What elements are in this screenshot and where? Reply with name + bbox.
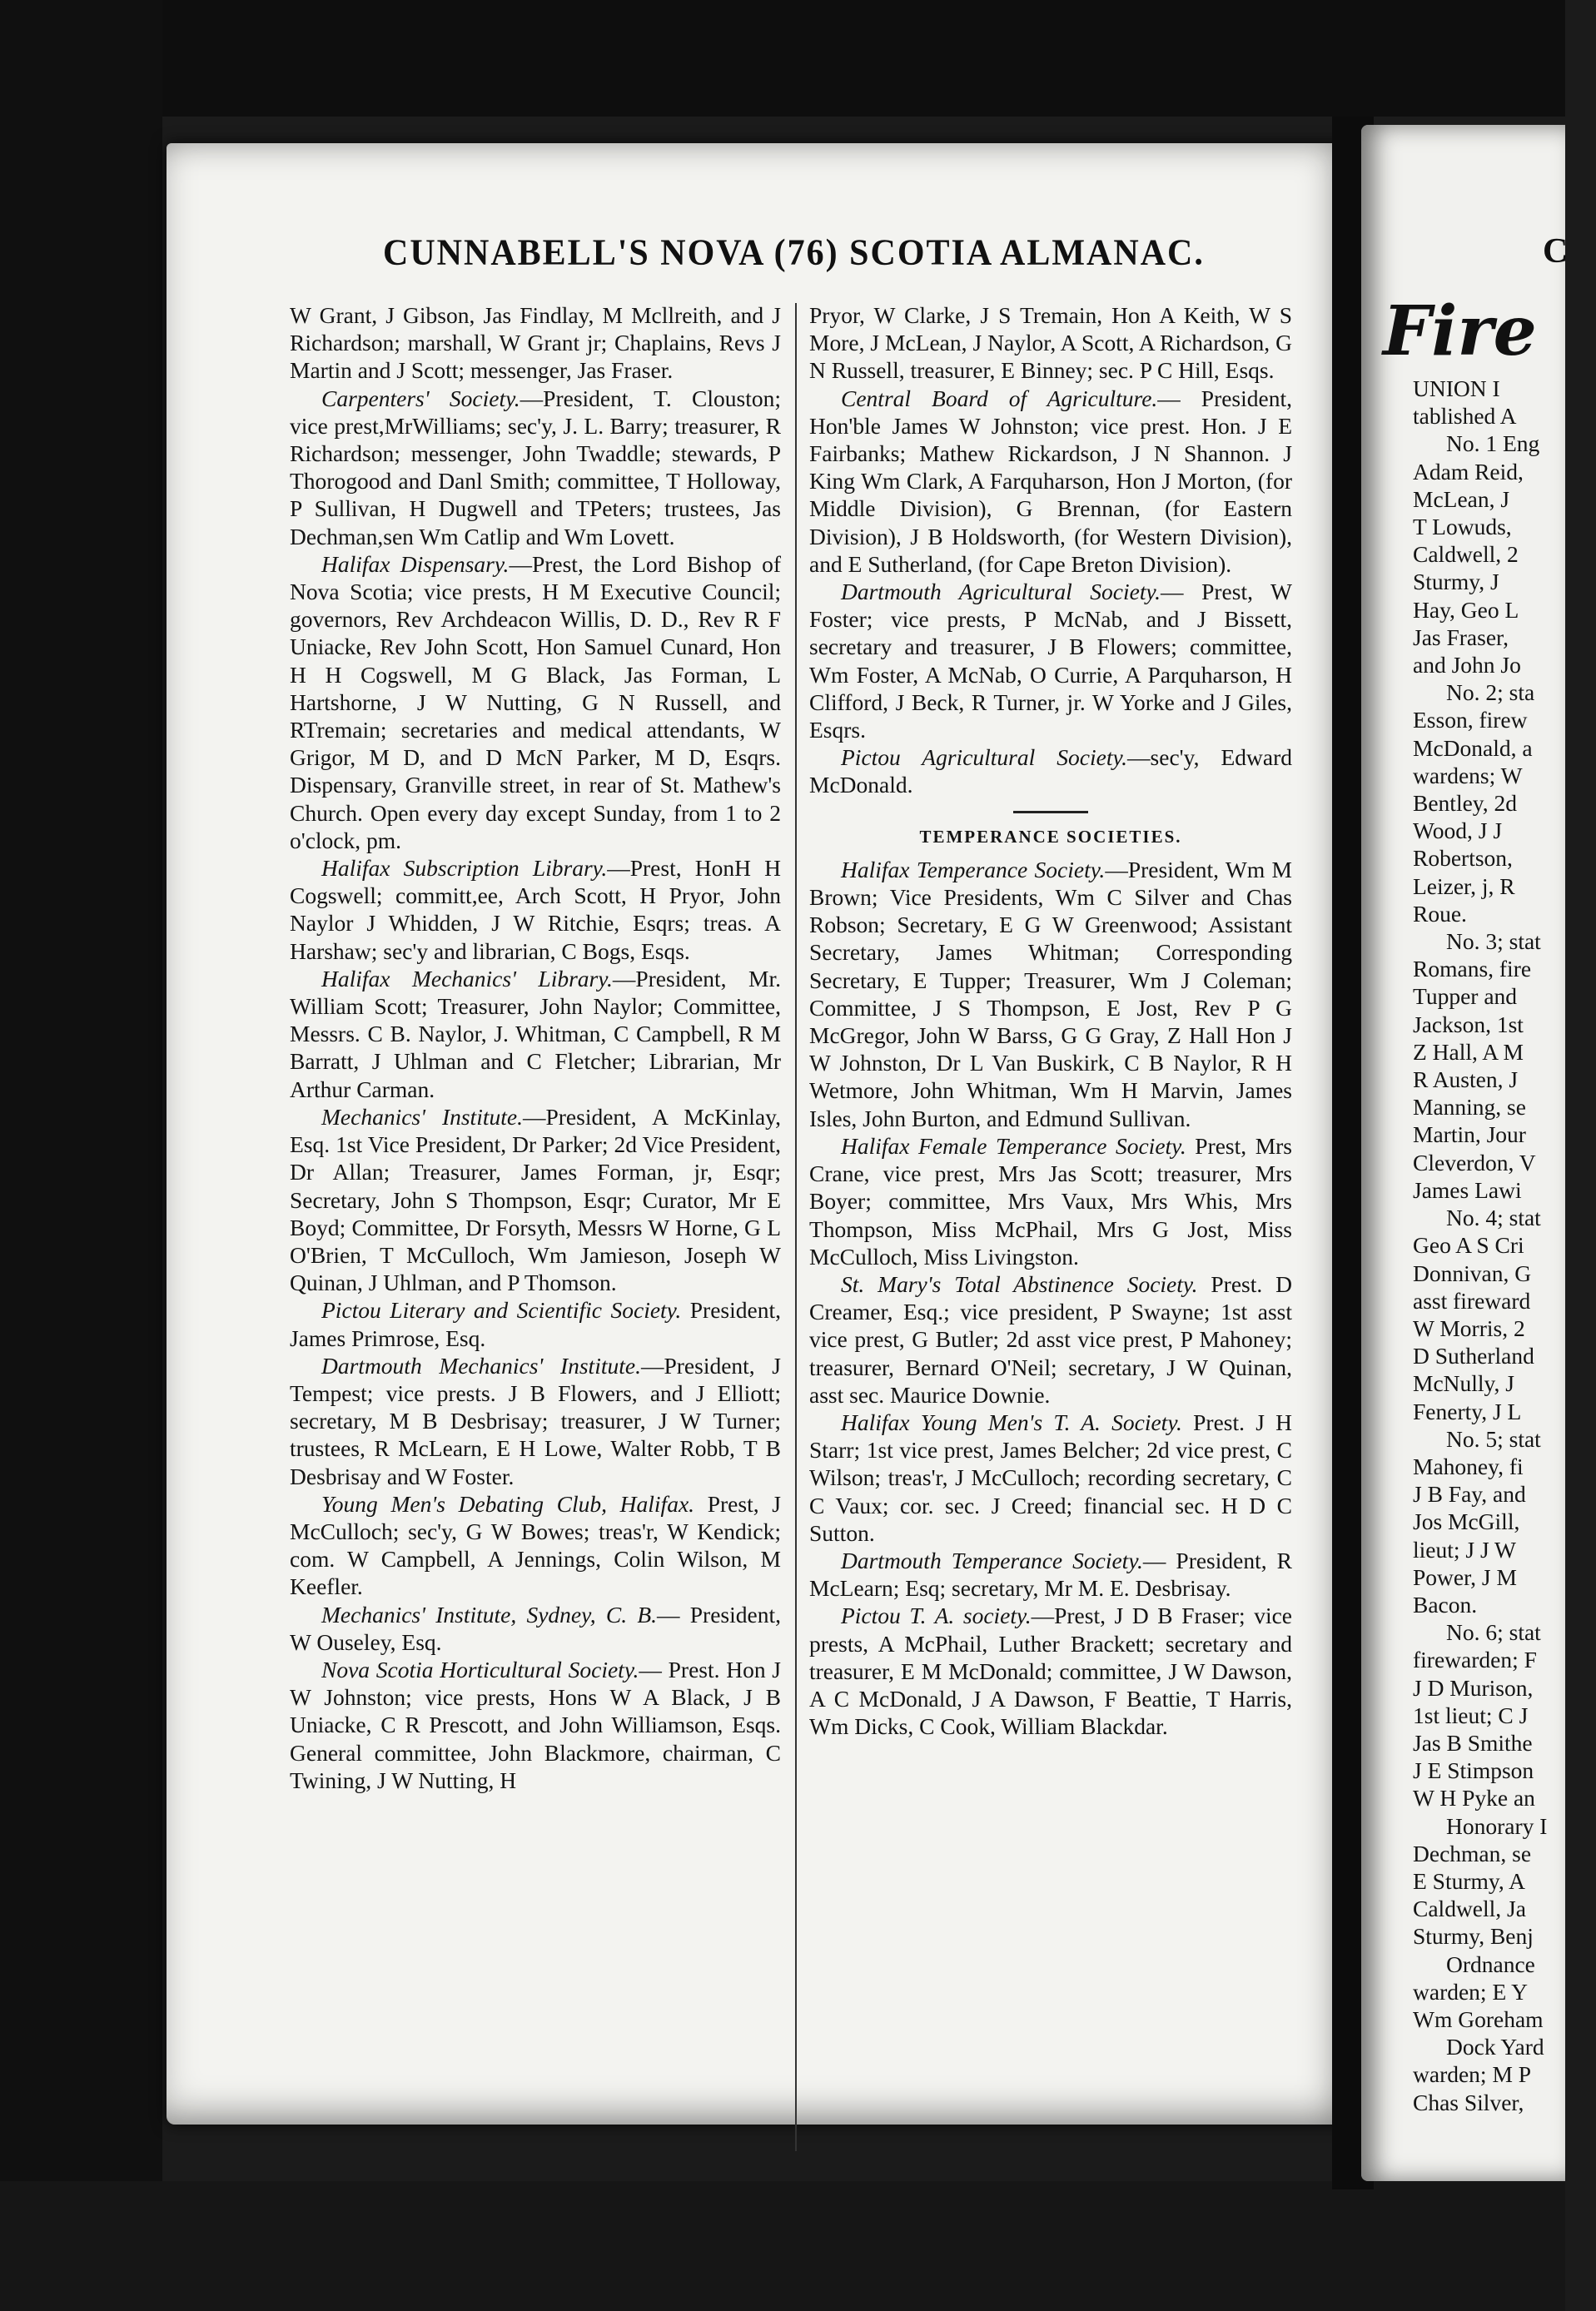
section-rule [1013, 811, 1088, 813]
adjacent-page-line: Caldwell, 2 [1413, 541, 1519, 568]
society-name: Central Board of Agriculture. [841, 385, 1158, 411]
adjacent-page-line: E Sturmy, A [1413, 1867, 1525, 1894]
society-name: Pictou Literary and Scientific Society. [321, 1297, 682, 1324]
society-entry [290, 1601, 781, 1656]
column-divider [795, 303, 797, 2151]
society-officers: Prest. D Creamer, Esq.; vice president, P Swayne; 1st asst vice prest, G Butler; 2d asst vice prest, P Mahoney; treasurer, Bernard O'Neil; secretary, J W Quinan, asst sec. Maurice Downie. [809, 1270, 1292, 1408]
adjacent-page-line: wardens; W [1413, 762, 1523, 788]
society-officers: —President, A McKinlay, Esq. 1st Vice President, Dr Parker; 2d Vice President, Dr Allan; Treasurer, James Forman, jr, Esqr; Secretary, John S Thompson, Esqr; Curator, Mr E Boyd; Committee, Dr Forsyth, Messrs W Horne, G L O'Brien, T McCulloch, Wm Jamieson, Joseph W Quinan, J Uhlman, and P Thomson. [290, 1103, 781, 1296]
adjacent-page-line: Jos McGill, [1413, 1508, 1520, 1535]
society-entry [290, 550, 781, 854]
scan-top-border [0, 0, 1565, 117]
adjacent-page-line: James Lawi [1413, 1176, 1522, 1203]
adjacent-page-line: Z Hall, A M [1413, 1038, 1524, 1065]
adjacent-page-line: warden; E Y [1413, 1978, 1528, 2005]
adjacent-page-line: J D Murison, [1413, 1674, 1534, 1701]
adjacent-page-line: McNully, J [1413, 1370, 1514, 1397]
adjacent-page-line: No. 4; stat [1446, 1205, 1541, 1231]
adjacent-page-line: No. 6; stat [1446, 1619, 1541, 1646]
adjacent-page-line: Roue. [1413, 900, 1467, 927]
adjacent-page-line: Jas Fraser, [1413, 624, 1509, 650]
adjacent-page-line: Manning, se [1413, 1094, 1526, 1121]
adjacent-page-line: Romans, fire [1413, 956, 1532, 982]
society-name: Pictou T. A. society. [841, 1603, 1032, 1629]
society-officers: Prest. J H Starr; 1st vice prest, James Belcher; 2d vice prest, C Wilson; treas'r, J McCulloch; recording secretary, C C Vaux; cor. sec. J Creed; financial sec. H D C Sutton. [809, 1409, 1293, 1546]
adjacent-page-line: Jackson, 1st [1413, 1011, 1524, 1037]
almanac-page [167, 143, 1357, 2125]
scan-left-border [0, 0, 162, 2311]
society-entry [290, 1352, 781, 1490]
society-officers: W Grant, J Gibson, Jas Findlay, M Mcllreith, and J Richardson; marshall, W Grant jr; Chaplains, Revs J Martin and J Scott; messenger, Jas Fraser. [290, 302, 781, 384]
society-entry [809, 1547, 1292, 1602]
adjacent-page-line: McDonald, a [1413, 734, 1533, 761]
society-entry [809, 1270, 1292, 1409]
society-officers: — President, R McLearn; Esq; secretary, Mr M. E. Desbrisay. [809, 1547, 1292, 1602]
temperance-entries [809, 856, 1292, 1741]
adjacent-page [1361, 125, 1569, 2181]
society-officers: —President, T. Clouston; vice prest,MrWilliams; sec'y, J. L. Barry; treasurer, R Richardson; messenger, John Twaddle; stewards, P Thorogood and Danl Smith; committee, T Holloway, P Sullivan, H Dugwell and TPeters; trustees, Jas Dechman,sen Wm Catlip and Wm Lovett. [290, 385, 781, 549]
society-name: Halifax Female Temperance Society. [841, 1132, 1186, 1159]
society-name: Halifax Temperance Society. [841, 856, 1106, 882]
society-entry [809, 385, 1292, 578]
adjacent-page-line: Cleverdon, V [1413, 1149, 1536, 1175]
adjacent-page-line: W Morris, 2 [1413, 1315, 1525, 1341]
society-entry [809, 1132, 1292, 1270]
adjacent-page-line: Adam Reid, [1413, 458, 1524, 485]
society-officers: Pryor, W Clarke, J S Tremain, Hon A Keith, W S More, J McLean, J Naylor, A Scott, A Richardson, G N Russell, treasurer, E Binney; sec. P C Hill, Esqs. [809, 302, 1292, 384]
society-entry [290, 1490, 781, 1601]
society-officers: —sec'y, Edward McDonald. [809, 744, 1292, 798]
society-entry [809, 1602, 1292, 1740]
society-name: Halifax Subscription Library. [321, 855, 608, 882]
adjacent-page-line: Hay, Geo L [1413, 596, 1519, 623]
society-officers: Prest, J McCulloch; sec'y, G W Bowes; treas'r, W Kendick; com. W Campbell, A Jennings, Colin Wilson, M Keefler. [290, 1490, 781, 1600]
society-name: Dartmouth Agricultural Society. [841, 579, 1161, 605]
adjacent-page-line: McLean, J [1413, 485, 1510, 512]
adjacent-page-line: Dechman, se [1413, 1840, 1532, 1866]
adjacent-page-line: Dock Yard [1446, 2034, 1544, 2060]
society-officers: —President, J Tempest; vice prests. J B Flowers, and J Elliott; secretary, M B Desbrisay; treasurer, J W Turner; trustees, R McLearn, E H Lowe, Walter Robb, T B Desbrisay and W Foster. [290, 1352, 781, 1489]
adjacent-page-line: Caldwell, Ja [1413, 1896, 1526, 1922]
adjacent-page-line: Sturmy, Benj [1413, 1923, 1534, 1950]
adjacent-page-line: Bentley, 2d [1413, 790, 1517, 817]
society-entry [809, 743, 1292, 798]
adjacent-page-line: Wm Goreham [1413, 2005, 1544, 2032]
adjacent-page-line: Chas Silver, [1413, 2089, 1524, 2115]
society-officers: Prest, Mrs Crane, vice prest, Mrs Jas Scott; treasurer, Mrs Boyer; committee, Mrs Vaux, Mrs Whis, Mrs Thompson, Miss McPhail, Mrs G Jost, Miss McCulloch, Miss Livingston. [809, 1132, 1293, 1270]
society-name: Mechanics' Institute. [321, 1103, 523, 1130]
adjacent-page-line: firewarden; F [1413, 1647, 1537, 1673]
adjacent-page-line: Mahoney, fi [1413, 1453, 1524, 1479]
society-name: Halifax Mechanics' Library. [321, 965, 613, 991]
adjacent-page-line: Ordnance [1446, 1951, 1535, 1977]
society-name: Halifax Dispensary. [321, 550, 510, 577]
adjacent-page-line: tablished A [1413, 403, 1517, 430]
right-column-entries [809, 301, 1292, 799]
society-name: Mechanics' Institute, Sydney, C. B. [321, 1601, 658, 1628]
society-name: Dartmouth Temperance Society. [841, 1547, 1143, 1573]
adjacent-page-line: Fenerty, J L [1413, 1398, 1522, 1424]
adjacent-page-line: Jas B Smithe [1413, 1729, 1533, 1756]
society-entry [290, 385, 781, 550]
page-header: CUNNABELL'S NOVA (76) SCOTIA ALMANAC. [383, 232, 1205, 274]
adjacent-page-line: No. 3; stat [1446, 928, 1541, 955]
society-entry [290, 854, 781, 965]
adjacent-page-line: No. 5; stat [1446, 1425, 1541, 1452]
society-entry [809, 578, 1292, 743]
adjacent-page-text [1413, 375, 1596, 2116]
adjacent-page-line: D Sutherland [1413, 1343, 1534, 1369]
adjacent-page-line: J B Fay, and [1413, 1481, 1526, 1508]
society-name: St. Mary's Total Abstinence Society. [841, 1270, 1198, 1297]
adjacent-page-line: Donnivan, G [1413, 1260, 1532, 1286]
adjacent-page-line: Power, J M [1413, 1563, 1517, 1590]
society-name: Dartmouth Mechanics' Institute. [321, 1352, 641, 1379]
adjacent-page-title: Fire [1383, 291, 1537, 371]
society-officers: — Prest. Hon J W Johnston; vice prests, Hons W A Black, J B Uniacke, C R Prescott, and John Williamson, Esqs. General committee, John Blackmore, chairman, C Twining, J W Nutting, H [290, 1656, 781, 1793]
adjacent-page-line: Geo A S Cri [1413, 1232, 1524, 1259]
society-entry [290, 1103, 781, 1296]
society-name: Halifax Young Men's T. A. Society. [841, 1409, 1182, 1435]
adjacent-page-line: Wood, J J [1413, 818, 1503, 844]
adjacent-page-line: No. 1 Eng [1446, 430, 1540, 457]
adjacent-page-line: lieut; J J W [1413, 1536, 1517, 1563]
society-officers: —President, Wm M Brown; Vice Presidents, Wm C Silver and Chas Robson; Secretary, E G W Greenwood; Assistant Secretary, James Whitman; Corresponding Secretary, E Tupper; Treasurer, Wm J Coleman; Committee, J S Thompson, E Jost, Rev P G McGregor, John W Barss, G G Gray, Z Hall Hon J W Johnston, Dr L Van Buskirk, C B Naylor, R H Wetmore, John Whitman, Wm H Marvin, James Isles, John Burton, and Edmund Sullivan. [809, 856, 1292, 1131]
society-officers: — President, W Ouseley, Esq. [290, 1601, 781, 1655]
society-entry [290, 965, 781, 1103]
adjacent-page-line: UNION I [1413, 375, 1500, 401]
society-officers: — Prest, W Foster; vice prests, P McNab, and J Bissett, secretary and treasurer, J B Flowers; committee, Wm Foster, A McNab, O Currie, A Parquharson, H Clifford, J Beck, R Turner, jr. W Yorke and J Giles, Esqrs. [809, 579, 1292, 743]
society-officers: — President, Hon'ble James W Johnston; vice prest. Hon. J E Fairbanks; Mathew Rickardson, J N Shannon. J King Wm Clark, A Farquharson, Hon J Morton, (for Middle Division), G Brennan, (for Eastern Division), J B Holdsworth, (for Western Division), and E Sutherland, (for Cape Breton Division). [809, 385, 1292, 577]
right-column [809, 301, 1292, 1740]
society-officers: —President, Mr. William Scott; Treasurer, John Naylor; Committee, Messrs. C B. Naylor, J. Whitman, C Campbell, R M Barratt, J Uhlman and C Fletcher; Librarian, Mr Arthur Carman. [290, 965, 781, 1102]
society-entry [809, 1409, 1292, 1547]
adjacent-page-line: R Austen, J [1413, 1066, 1519, 1093]
adjacent-page-line: warden; M P [1413, 2061, 1532, 2088]
society-entry [290, 1656, 781, 1794]
adjacent-page-line: No. 2; sta [1446, 679, 1535, 706]
society-name: Pictou Agricultural Society. [841, 744, 1128, 771]
adjacent-page-line: J E Stimpson [1413, 1757, 1534, 1784]
adjacent-page-line: Robertson, [1413, 845, 1513, 872]
society-entry [809, 856, 1292, 1132]
adjacent-page-line: Tupper and [1413, 983, 1518, 1010]
adjacent-page-line: asst fireward [1413, 1287, 1531, 1314]
society-officers: President, James Primrose, Esq. [290, 1297, 781, 1351]
adjacent-page-line: Leizer, j, R [1413, 872, 1515, 899]
adjacent-page-line: Martin, Jour [1413, 1121, 1526, 1148]
adjacent-page-line: Bacon. [1413, 1591, 1478, 1618]
adjacent-page-line: and John Jo [1413, 652, 1521, 678]
scan-bottom-border [0, 2181, 1565, 2311]
society-officers: —Prest, HonH H Cogswell; committ,ee, Arch Scott, H Pryor, John Naylor J Whidden, J W Ritchie, Esqrs; treas. A Harshaw; sec'y and librarian, C Bogs, Esqs. [290, 855, 781, 964]
society-entry [290, 1296, 781, 1351]
adjacent-page-line: Honorary I [1446, 1812, 1548, 1839]
temperance-heading: TEMPERANCE SOCIETIES. [919, 826, 1182, 847]
adjacent-page-line: T Lowuds, [1413, 514, 1512, 540]
adjacent-page-line: 1st lieut; C J [1413, 1702, 1529, 1728]
society-officers: —Prest, J D B Fraser; vice prests, A McPhail, Luther Brackett; secretary and treasurer, E M McDonald; committee, J W Dawson, A C McDonald, J A Dawson, F Beattie, T Harris, Wm Dicks, C Cook, William Blackdar. [809, 1603, 1292, 1740]
society-entry [809, 301, 1292, 385]
adjacent-page-line: Sturmy, J [1413, 569, 1499, 595]
adjacent-page-header: C [1543, 232, 1569, 271]
society-name: Young Men's Debating Club, Halifax. [321, 1490, 695, 1517]
adjacent-page-line: W H Pyke an [1413, 1785, 1535, 1812]
adjacent-page-line: Esson, firew [1413, 707, 1528, 733]
society-name: Nova Scotia Horticultural Society. [321, 1656, 639, 1682]
society-name: Carpenters' Society. [321, 385, 520, 411]
left-column [290, 301, 781, 1794]
society-officers: —Prest, the Lord Bishop of Nova Scotia; vice prests, H M Executive Council; governors, Rev Archdeacon Willis, D. D., Rev R F Uniacke, Rev John Scott, Hon Samuel Cunard, Hon H H Cogswell, M G Black, Jas Forman, L Hartshorne, J W Nutting, G N Russell, and RTremain; secretaries and medical attendants, W Grigor, M D, and D McN Parker, M D, Esqrs. Dispensary, Granville street, in rear of St. Mathew's Church. Open every day except Sunday, from 1 to 2 o'clock, pm. [290, 550, 781, 853]
society-entry [290, 301, 781, 385]
